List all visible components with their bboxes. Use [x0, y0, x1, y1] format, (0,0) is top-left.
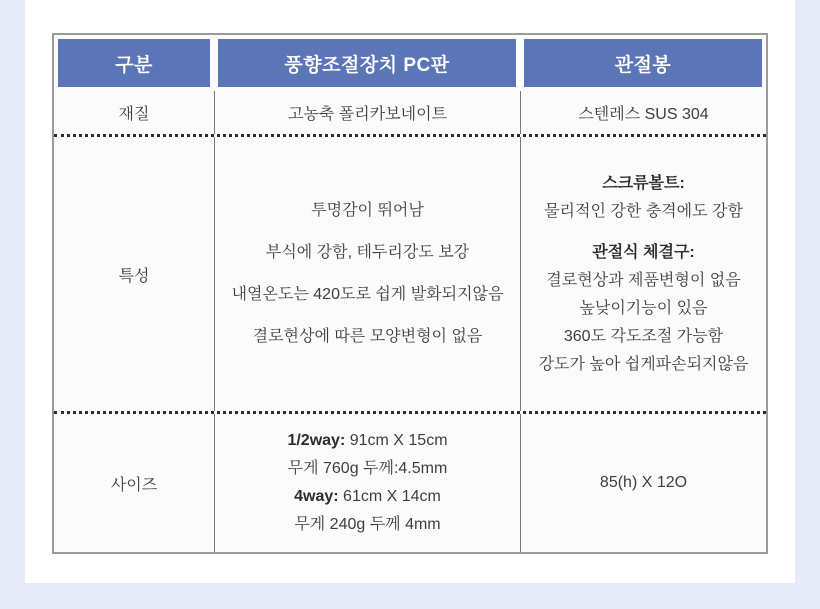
- header-cell-category: 구분: [58, 39, 210, 87]
- size-pc-value: [214, 414, 520, 552]
- size-pc-line-bold: 4way:: [294, 488, 339, 505]
- features-pc-line: 결로현상에 따른 모양변형이 없음: [252, 328, 483, 345]
- content-card: [25, 0, 795, 583]
- features-label: 특성: [118, 267, 150, 285]
- features-rod-group-screwbolt: [544, 170, 743, 226]
- features-rod-line: 높낮이기능이 있음: [579, 299, 708, 317]
- features-pc-line: 내열온도는 420도로 쉽게 발화되지않음: [231, 286, 504, 303]
- size-pc-lines: [287, 427, 447, 539]
- features-rod-line: 360도 각도조절 가능함: [563, 327, 724, 345]
- product-spec-table: [52, 33, 768, 554]
- features-rod-line: 결로현상과 제품변형이 없음: [546, 271, 741, 289]
- size-pc-line: [287, 427, 447, 455]
- features-rod-group-joint: [539, 239, 749, 379]
- size-pc-line: [287, 483, 447, 511]
- size-pc-line: 무게 760g 두께:4.5mm: [287, 460, 448, 477]
- features-rod-line: 물리적인 강한 충격에도 강함: [544, 202, 743, 220]
- size-pc-line-text: 91cm X 15cm: [345, 432, 448, 449]
- header-cell-pc-panel: 풍향조절장치 PC판: [218, 39, 516, 87]
- material-label: 재질: [118, 106, 150, 123]
- table-row-features: [54, 134, 766, 411]
- features-rod-line: 강도가 높아 쉽게파손되지않음: [538, 355, 749, 373]
- header-cell-joint-rod: 관절봉: [524, 39, 762, 87]
- size-rod-value: 85(h) X 12O: [520, 414, 766, 552]
- table-row-size: [54, 411, 766, 552]
- table-header-row: [54, 35, 766, 91]
- table-row-material: [54, 91, 766, 134]
- features-pc-lines: [232, 190, 504, 358]
- material-rod-value: 스텐레스 SUS 304: [520, 91, 766, 134]
- features-pc-value: [214, 137, 520, 411]
- features-rod-group-heading: 관절식 체결구:: [592, 243, 695, 261]
- size-label: 사이즈: [110, 476, 158, 494]
- size-pc-line: 무게 240g 두께 4mm: [294, 516, 441, 533]
- material-pc-value: 고농축 폴리카보네이트: [214, 91, 520, 134]
- features-rod-value: [520, 137, 766, 411]
- features-rod-group-heading: 스크류볼트:: [602, 174, 685, 192]
- size-pc-line-bold: 1/2way:: [287, 432, 346, 449]
- size-pc-line-text: 61cm X 14cm: [338, 488, 441, 505]
- features-pc-line: 부식에 강함, 테두리강도 보강: [265, 244, 470, 261]
- features-pc-line: 투명감이 뛰어남: [311, 202, 424, 219]
